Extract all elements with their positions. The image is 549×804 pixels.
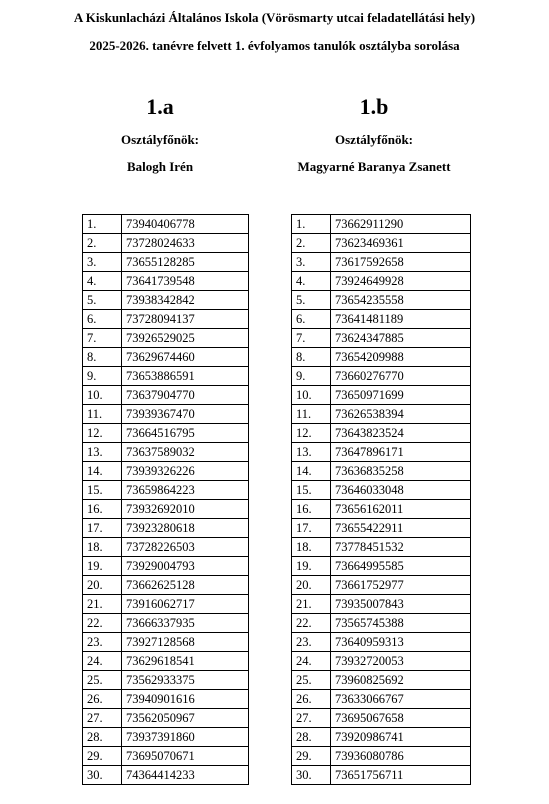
student-id: 73932692010 [122, 500, 249, 519]
student-id: 73655128285 [122, 253, 249, 272]
document-subtitle: 2025-2026. tanévre felvett 1. évfolyamos tanulók osztályba sorolása [89, 38, 460, 53]
table-row [292, 614, 471, 633]
student-id: 73636835258 [331, 462, 471, 481]
row-number: 5. [83, 291, 122, 310]
row-number: 13. [292, 443, 331, 462]
table-row [83, 728, 249, 747]
row-number: 27. [83, 709, 122, 728]
row-number: 18. [292, 538, 331, 557]
table-row [83, 424, 249, 443]
table-row [83, 652, 249, 671]
table-row [83, 709, 249, 728]
table-row [292, 253, 471, 272]
teacher-label-1a: Osztályfőnök: [121, 132, 199, 147]
student-id: 73656162011 [331, 500, 471, 519]
student-id: 73629618541 [122, 652, 249, 671]
row-number: 26. [292, 690, 331, 709]
table-row [292, 424, 471, 443]
table-row [292, 462, 471, 481]
row-number: 19. [83, 557, 122, 576]
student-id: 73664516795 [122, 424, 249, 443]
student-table-1b [291, 214, 471, 785]
table-row [83, 766, 249, 785]
student-id: 73662625128 [122, 576, 249, 595]
student-id: 73565745388 [331, 614, 471, 633]
student-id: 73927128568 [122, 633, 249, 652]
student-id: 73651756711 [331, 766, 471, 785]
student-id: 73659864223 [122, 481, 249, 500]
row-number: 27. [292, 709, 331, 728]
row-number: 6. [83, 310, 122, 329]
row-number: 17. [292, 519, 331, 538]
row-number: 17. [83, 519, 122, 538]
row-number: 30. [83, 766, 122, 785]
teacher-name-1a: Balogh Irén [126, 159, 194, 174]
student-id: 73728024633 [122, 234, 249, 253]
student-id: 73926529025 [122, 329, 249, 348]
row-number: 23. [292, 633, 331, 652]
table-row [292, 215, 471, 234]
table-row [292, 633, 471, 652]
row-number: 10. [83, 386, 122, 405]
table-row [83, 690, 249, 709]
row-number: 19. [292, 557, 331, 576]
table-row [83, 310, 249, 329]
row-number: 11. [83, 405, 122, 424]
table-row [83, 253, 249, 272]
table-row [292, 538, 471, 557]
student-id: 73937391860 [122, 728, 249, 747]
table-row [292, 234, 471, 253]
row-number: 6. [292, 310, 331, 329]
student-id: 73562050967 [122, 709, 249, 728]
row-number: 11. [292, 405, 331, 424]
row-number: 28. [83, 728, 122, 747]
row-number: 3. [83, 253, 122, 272]
student-id: 73940901616 [122, 690, 249, 709]
table-row [292, 310, 471, 329]
table-row [83, 481, 249, 500]
table-row [83, 462, 249, 481]
student-id: 73562933375 [122, 671, 249, 690]
row-number: 24. [83, 652, 122, 671]
student-table-1a [82, 214, 249, 785]
table-row [83, 538, 249, 557]
table-row [292, 709, 471, 728]
row-number: 4. [83, 272, 122, 291]
student-id: 73661752977 [331, 576, 471, 595]
student-id: 73664995585 [331, 557, 471, 576]
row-number: 2. [83, 234, 122, 253]
table-row [83, 234, 249, 253]
student-id: 74364414233 [122, 766, 249, 785]
class-name-1a: 1.a [146, 94, 174, 119]
row-number: 2. [292, 234, 331, 253]
teacher-name-1b: Magyarné Baranya Zsanett [297, 159, 451, 174]
student-id: 73666337935 [122, 614, 249, 633]
row-number: 8. [83, 348, 122, 367]
table-row [292, 348, 471, 367]
row-number: 7. [292, 329, 331, 348]
row-number: 7. [83, 329, 122, 348]
student-id: 73932720053 [331, 652, 471, 671]
table-row [83, 386, 249, 405]
table-row [83, 291, 249, 310]
table-row [83, 272, 249, 291]
row-number: 18. [83, 538, 122, 557]
student-id: 73938342842 [122, 291, 249, 310]
student-id: 73728094137 [122, 310, 249, 329]
class-name-1b: 1.b [359, 94, 389, 119]
row-number: 12. [83, 424, 122, 443]
row-number: 28. [292, 728, 331, 747]
student-id: 73637589032 [122, 443, 249, 462]
row-number: 25. [292, 671, 331, 690]
table-row [83, 747, 249, 766]
student-id: 73641739548 [122, 272, 249, 291]
table-row [292, 652, 471, 671]
student-id: 73623469361 [331, 234, 471, 253]
table-row [83, 614, 249, 633]
table-row [292, 291, 471, 310]
row-number: 4. [292, 272, 331, 291]
table-row [292, 367, 471, 386]
row-number: 20. [292, 576, 331, 595]
student-id: 73637904770 [122, 386, 249, 405]
row-number: 26. [83, 690, 122, 709]
row-number: 8. [292, 348, 331, 367]
row-number: 15. [83, 481, 122, 500]
table-row [292, 329, 471, 348]
row-number: 15. [292, 481, 331, 500]
row-number: 3. [292, 253, 331, 272]
student-id: 73924649928 [331, 272, 471, 291]
row-number: 29. [292, 747, 331, 766]
student-id: 73626538394 [331, 405, 471, 424]
table-row [83, 576, 249, 595]
table-row [83, 633, 249, 652]
student-id: 73624347885 [331, 329, 471, 348]
row-number: 22. [83, 614, 122, 633]
student-id: 73662911290 [331, 215, 471, 234]
student-id: 73650971699 [331, 386, 471, 405]
student-id: 73655422911 [331, 519, 471, 538]
row-number: 12. [292, 424, 331, 443]
student-id: 73654235558 [331, 291, 471, 310]
student-id: 73695070671 [122, 747, 249, 766]
student-id: 73643823524 [331, 424, 471, 443]
student-id: 73629674460 [122, 348, 249, 367]
row-number: 10. [292, 386, 331, 405]
row-number: 14. [292, 462, 331, 481]
student-id: 73653886591 [122, 367, 249, 386]
student-id: 73920986741 [331, 728, 471, 747]
row-number: 29. [83, 747, 122, 766]
row-number: 9. [83, 367, 122, 386]
row-number: 30. [292, 766, 331, 785]
table-row [83, 557, 249, 576]
row-number: 21. [292, 595, 331, 614]
student-id: 73778451532 [331, 538, 471, 557]
teacher-label-1b: Osztályfőnök: [335, 132, 413, 147]
student-id: 73654209988 [331, 348, 471, 367]
table-row [292, 728, 471, 747]
student-id: 73633066767 [331, 690, 471, 709]
table-row [292, 481, 471, 500]
table-row [83, 671, 249, 690]
table-row [292, 690, 471, 709]
row-number: 22. [292, 614, 331, 633]
row-number: 5. [292, 291, 331, 310]
student-id: 73916062717 [122, 595, 249, 614]
table-row [83, 595, 249, 614]
table-row [292, 386, 471, 405]
table-row [83, 519, 249, 538]
row-number: 21. [83, 595, 122, 614]
table-row [292, 443, 471, 462]
student-id: 73647896171 [331, 443, 471, 462]
table-row [83, 443, 249, 462]
student-id: 73660276770 [331, 367, 471, 386]
row-number: 23. [83, 633, 122, 652]
document-title: A Kiskunlacházi Általános Iskola (Vörösmarty utcai feladatellátási hely) [73, 10, 476, 25]
student-id: 73929004793 [122, 557, 249, 576]
table-row [83, 348, 249, 367]
table-row [83, 405, 249, 424]
student-id: 73936080786 [331, 747, 471, 766]
row-number: 14. [83, 462, 122, 481]
row-number: 9. [292, 367, 331, 386]
row-number: 1. [83, 215, 122, 234]
student-id: 73960825692 [331, 671, 471, 690]
row-number: 25. [83, 671, 122, 690]
student-id: 73617592658 [331, 253, 471, 272]
row-number: 1. [292, 215, 331, 234]
table-row [292, 405, 471, 424]
table-row [292, 576, 471, 595]
row-number: 13. [83, 443, 122, 462]
student-id: 73640959313 [331, 633, 471, 652]
student-id: 73923280618 [122, 519, 249, 538]
table-row [292, 766, 471, 785]
table-row [292, 272, 471, 291]
row-number: 16. [83, 500, 122, 519]
table-row [83, 329, 249, 348]
table-row [83, 500, 249, 519]
table-row [83, 367, 249, 386]
table-row [292, 500, 471, 519]
row-number: 20. [83, 576, 122, 595]
table-row [83, 215, 249, 234]
student-id: 73935007843 [331, 595, 471, 614]
row-number: 16. [292, 500, 331, 519]
student-id: 73641481189 [331, 310, 471, 329]
table-row [292, 595, 471, 614]
student-id: 73695067658 [331, 709, 471, 728]
table-row [292, 519, 471, 538]
row-number: 24. [292, 652, 331, 671]
student-id: 73939367470 [122, 405, 249, 424]
student-id: 73939326226 [122, 462, 249, 481]
student-id: 73940406778 [122, 215, 249, 234]
student-id: 73646033048 [331, 481, 471, 500]
table-row [292, 747, 471, 766]
student-id: 73728226503 [122, 538, 249, 557]
table-row [292, 671, 471, 690]
table-row [292, 557, 471, 576]
